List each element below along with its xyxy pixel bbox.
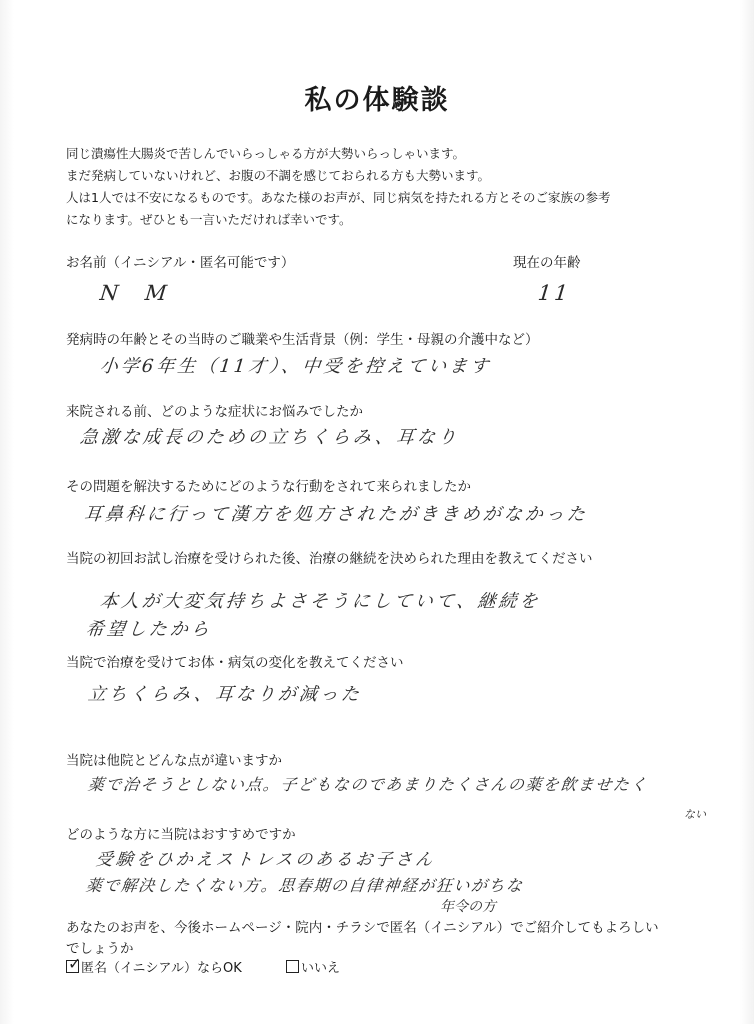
question-changes-answer: 立ちくらみ、耳なりが減った	[86, 684, 364, 705]
consent-no-checkbox[interactable]	[286, 960, 299, 973]
consent-yes-option[interactable]	[66, 954, 246, 976]
intro-line: になります。ぜひとも一言いただければ幸いです。	[66, 212, 352, 227]
name-label: お名前（イニシアル・匿名可能です）	[66, 255, 295, 271]
name-answer: N M	[98, 281, 178, 305]
question-recommend-answer-tail: 年令の方	[440, 899, 496, 915]
consent-question-line: あなたのお声を、今後ホームページ・院内・チラシで匿名（イニシアル）でご紹介してもよろしい	[66, 920, 659, 936]
question-recommend-answer-line: 受験をひかえストレスのあるお子さん	[94, 850, 437, 870]
question-recommend-answer-line: 薬で解決したくない方。思春期の自律神経が狂いがちな	[84, 876, 525, 895]
consent-no-label: いいえ	[301, 961, 341, 976]
consent-no-option[interactable]	[286, 961, 340, 976]
intro-line: 人は1人では不安になるものです。あなた様のお声が、同じ病気を持たれる方とそのご家族の参考	[66, 190, 611, 205]
question-recommend-label: どのような方に当院はおすすめですか	[66, 827, 296, 843]
check-mark-icon: ✓	[68, 954, 82, 973]
question-onset-label: 発病時の年齢とその当時のご職業や生活背景（例：学生・母親の介護中など）	[66, 332, 539, 348]
question-reason-answer-line: 本人が大変気持ちよさそうにしていて、継続を	[98, 591, 542, 612]
consent-yes-label: 匿名（イニシアル）ならOK	[81, 961, 242, 976]
consent-question-line: でしょうか	[66, 941, 134, 957]
question-difference-answer: 薬で治そうとしない点。子どもなのであまりたくさんの薬を飲ませたく	[86, 775, 649, 794]
intro-line: まだ発病していないけれど、お腹の不調を感じておられる方も大勢います。	[66, 168, 491, 183]
question-changes-label: 当院で治療を受けてお体・病気の変化を教えてください	[66, 655, 404, 671]
question-reason-label: 当院の初回お試し治療を受けられた後、治療の継続を決められた理由を教えてください	[66, 551, 593, 567]
question-actions-label: その問題を解決するためにどのような行動をされて来られましたか	[66, 479, 471, 495]
question-actions-answer: 耳鼻科に行って漢方を処方されたがききめがなかった	[82, 504, 589, 525]
page-title: 私の体験談	[304, 85, 450, 116]
question-symptoms-answer: 急激な成長のための立ちくらみ、耳なり	[78, 427, 461, 448]
intro-line: 同じ潰瘍性大腸炎で苦しんでいらっしゃる方が大勢いらっしゃいます。	[66, 146, 466, 161]
intro-text	[66, 143, 706, 231]
question-difference-answer-tail: ない	[684, 808, 706, 821]
age-answer: 11	[536, 281, 572, 305]
question-onset-answer: 小学6年生（11才）、中受を控えています	[98, 356, 493, 377]
question-symptoms-label: 来院される前、どのような症状にお悩みでしたか	[66, 404, 363, 420]
consent-options	[66, 954, 341, 976]
age-label: 現在の年齢	[513, 255, 581, 271]
consent-yes-checkbox[interactable]	[66, 954, 82, 973]
question-difference-label: 当院は他院とどんな点が違いますか	[66, 753, 282, 769]
question-reason-answer-line: 希望したから	[84, 619, 213, 640]
